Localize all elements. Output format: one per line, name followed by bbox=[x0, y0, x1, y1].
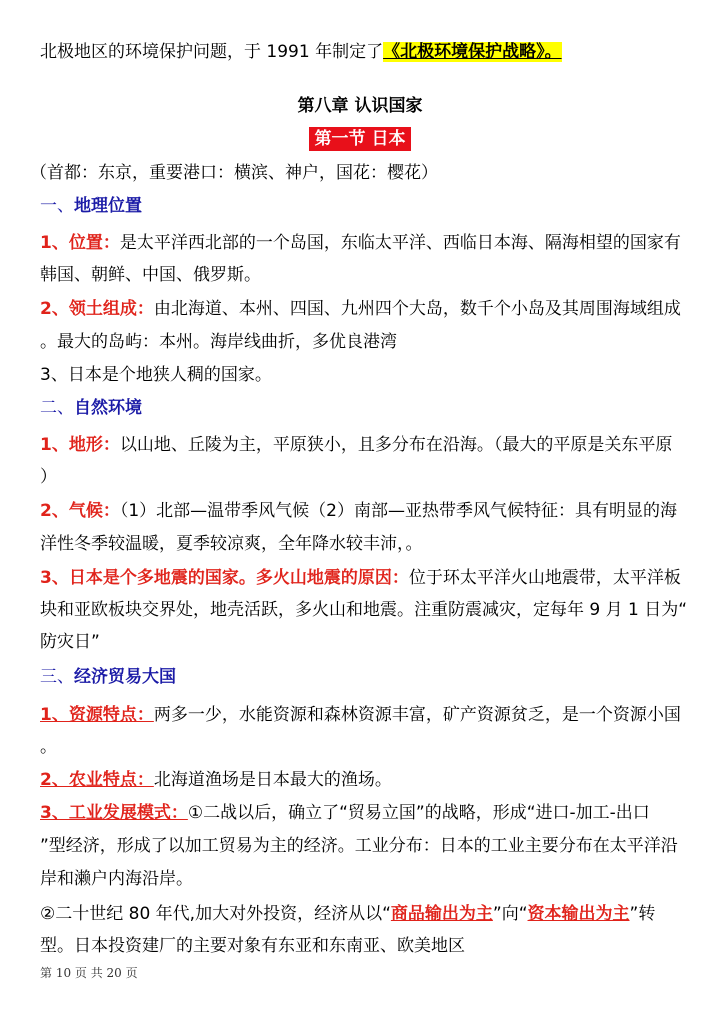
capital-info: （首都：东京，重要港口：横滨、神户，国花：樱花） bbox=[30, 163, 438, 183]
paragraph-label: 3、日本是个多地震的国家。多火山地震的原因： bbox=[40, 568, 409, 588]
chapter-title: 第八章 认识国家 bbox=[297, 96, 423, 116]
intro-line bbox=[40, 40, 562, 64]
paragraph-terrain-cont: ） bbox=[40, 467, 57, 487]
paragraph-label: 3、工业发展模式： bbox=[40, 803, 188, 823]
paragraph-terrain bbox=[40, 433, 672, 457]
paragraph-earthquake-cont2: 防灾日” bbox=[40, 632, 100, 652]
paragraph-location-cont: 韩国、朝鲜、中国、俄罗斯。 bbox=[40, 265, 261, 285]
heading-number: 一、 bbox=[40, 196, 74, 216]
paragraph-industry bbox=[40, 801, 650, 825]
paragraph-investment-cont: 型。日本投资建厂的主要对象有东亚和东南亚、欧美地区 bbox=[40, 936, 465, 956]
paragraph-population: 3、日本是个地狭人稠的国家。 bbox=[40, 365, 272, 385]
paragraph-label: 1、位置： bbox=[40, 233, 120, 253]
section-title-row bbox=[0, 127, 720, 151]
paragraph-label: 2、气候： bbox=[40, 501, 120, 521]
paragraph-text: 北海道渔场是日本最大的渔场。 bbox=[153, 770, 392, 790]
paragraph-climate-cont: 洋性冬季较温暖，夏季较凉爽，全年降水较丰沛，。 bbox=[40, 534, 423, 554]
section-title: 第一节 日本 bbox=[309, 127, 412, 151]
heading-nature bbox=[40, 396, 142, 420]
paragraph-investment bbox=[40, 902, 655, 926]
paragraph-territory-cont: 。最大的岛屿：本州。海岸线曲折，多优良港湾 bbox=[40, 332, 397, 352]
paragraph-label: 1、地形： bbox=[40, 435, 120, 455]
paragraph-text: 位于环太平洋火山地震带，太平洋板 bbox=[408, 568, 681, 588]
intro-text: 北极地区的环境保护问题，于 1991 年制定了 bbox=[40, 42, 384, 62]
emphasis-goods-export: 商品输出为主 bbox=[390, 904, 493, 924]
heading-number: 三、 bbox=[40, 667, 74, 687]
paragraph-text: ①二战以后，确立了“贸易立国”的战略，形成“进口-加工-出口 bbox=[187, 803, 650, 823]
emphasis-capital-export: 资本输出为主 bbox=[527, 904, 630, 924]
paragraph-text: 是太平洋西北部的一个岛国，东临太平洋、西临日本海、隔海相望的国家有 bbox=[119, 233, 681, 253]
heading-geography bbox=[40, 194, 142, 218]
paragraph-agriculture bbox=[40, 768, 392, 792]
paragraph-resources bbox=[40, 703, 681, 727]
paragraph-industry-cont2: 岸和濑户内海沿岸。 bbox=[40, 869, 193, 889]
heading-text: 自然环境 bbox=[74, 398, 142, 418]
paragraph-territory bbox=[40, 297, 681, 321]
paragraph-earthquake-cont1: 块和亚欧板块交界处，地壳活跃，多火山和地震。注重防震减灾，定每年 9 月 1 日为“ bbox=[40, 600, 688, 620]
paragraph-text: ”转 bbox=[629, 904, 656, 924]
paragraph-earthquake bbox=[40, 566, 681, 590]
paragraph-label: 1、资源特点： bbox=[40, 705, 154, 725]
heading-economy bbox=[40, 665, 176, 689]
paragraph-text: 以山地、丘陵为主，平原狭小，且多分布在沿海。（最大的平原是关东平原 bbox=[119, 435, 673, 455]
heading-text: 经济贸易大国 bbox=[74, 667, 176, 687]
paragraph-location bbox=[40, 231, 681, 255]
paragraph-label: 2、领土组成： bbox=[40, 299, 154, 319]
paragraph-label: 2、农业特点： bbox=[40, 770, 154, 790]
paragraph-climate bbox=[40, 499, 677, 523]
heading-number: 二、 bbox=[40, 398, 74, 418]
paragraph-text: 两多一少，水能资源和森林资源丰富，矿产资源贫乏，是一个资源小国 bbox=[153, 705, 681, 725]
heading-text: 地理位置 bbox=[74, 196, 142, 216]
page-footer: 第 10 页 共 20 页 bbox=[40, 966, 138, 980]
paragraph-text: ②二十世纪 80 年代,加大对外投资，经济从以“ bbox=[40, 904, 391, 924]
paragraph-text: ”向“ bbox=[492, 904, 528, 924]
highlighted-strategy-title: 《北极环境保护战略》。 bbox=[383, 42, 562, 62]
paragraph-text: （1）北部—温带季风气候（2）南部—亚热带季风气候特征：具有明显的海 bbox=[119, 501, 677, 521]
paragraph-text: 由北海道、本州、四国、九州四个大岛，数千个小岛及其周围海域组成 bbox=[153, 299, 681, 319]
paragraph-resources-cont: 。 bbox=[40, 737, 57, 757]
paragraph-industry-cont1: ”型经济，形成了以加工贸易为主的经济。工业分布：日本的工业主要分布在太平洋沿 bbox=[40, 836, 678, 856]
